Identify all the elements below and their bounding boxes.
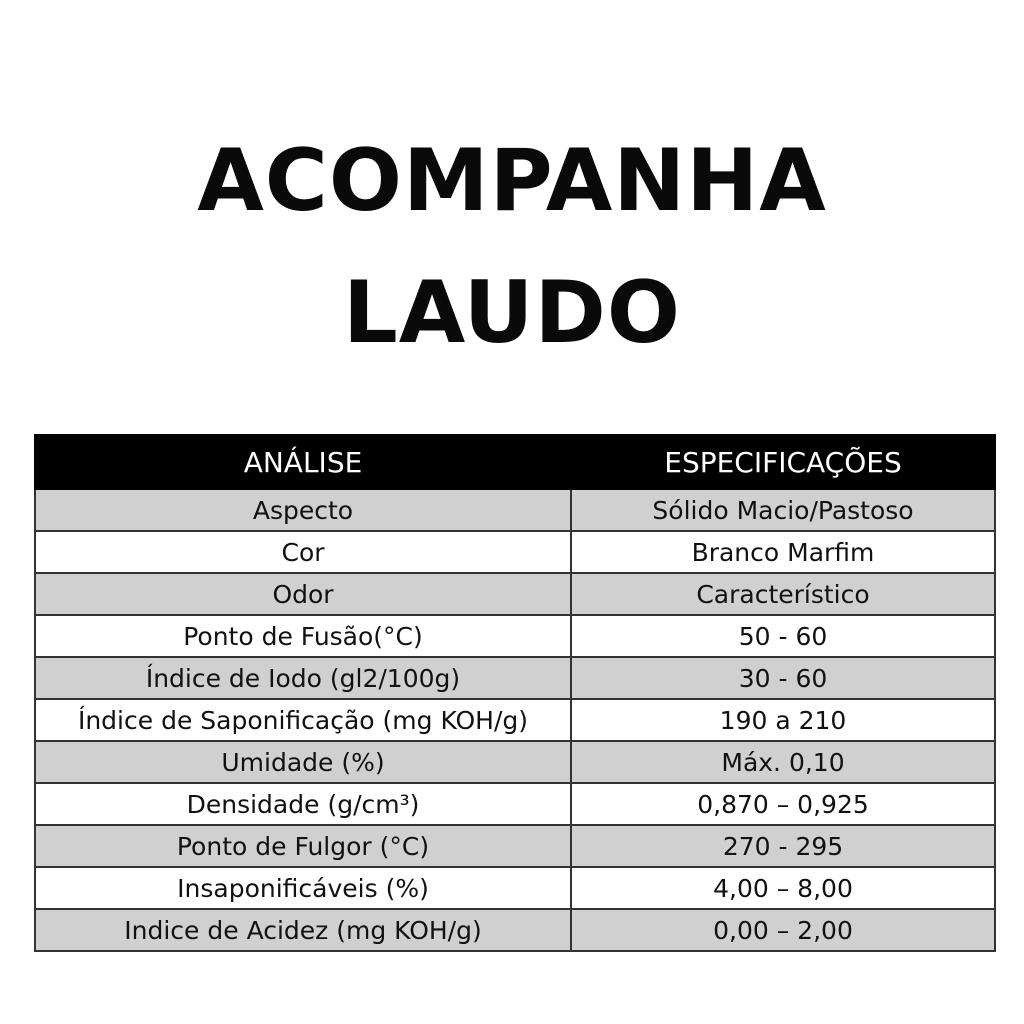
table-row: [35, 615, 995, 657]
table-header-row: [35, 435, 995, 489]
specification-cell: 50 - 60: [571, 615, 995, 657]
specification-cell: Característico: [571, 573, 995, 615]
specification-cell: 4,00 – 8,00: [571, 867, 995, 909]
analysis-cell: Aspecto: [35, 489, 571, 531]
table-row: [35, 741, 995, 783]
specification-cell: 30 - 60: [571, 657, 995, 699]
analysis-cell: Cor: [35, 531, 571, 573]
page-title-line-1: ACOMPANHA: [197, 131, 827, 231]
analysis-cell: Odor: [35, 573, 571, 615]
table-row: [35, 825, 995, 867]
analysis-cell: Umidade (%): [35, 741, 571, 783]
specification-cell: Branco Marfim: [571, 531, 995, 573]
specification-cell: 270 - 295: [571, 825, 995, 867]
specification-cell: Sólido Macio/Pastoso: [571, 489, 995, 531]
analysis-cell: Indice de Acidez (mg KOH/g): [35, 909, 571, 951]
analysis-cell: Índice de Saponificação (mg KOH/g): [35, 699, 571, 741]
specification-cell: 0,00 – 2,00: [571, 909, 995, 951]
analysis-cell: Ponto de Fulgor (°C): [35, 825, 571, 867]
specifications-table: [34, 434, 996, 952]
table-row: [35, 531, 995, 573]
table-row: [35, 867, 995, 909]
table-row: [35, 783, 995, 825]
analysis-cell: Índice de Iodo (gl2/100g): [35, 657, 571, 699]
specification-cell: 0,870 – 0,925: [571, 783, 995, 825]
analysis-cell: Ponto de Fusão(°C): [35, 615, 571, 657]
column-header-especificacoes: ESPECIFICAÇÕES: [571, 435, 995, 489]
analysis-cell: Densidade (g/cm³): [35, 783, 571, 825]
analysis-cell: Insaponificáveis (%): [35, 867, 571, 909]
table-row: [35, 909, 995, 951]
specification-cell: Máx. 0,10: [571, 741, 995, 783]
table-row: [35, 489, 995, 531]
table-row: [35, 699, 995, 741]
specification-cell: 190 a 210: [571, 699, 995, 741]
table-row: [35, 573, 995, 615]
table-row: [35, 657, 995, 699]
page-title-line-2: LAUDO: [342, 263, 682, 363]
column-header-analise: ANÁLISE: [35, 435, 571, 489]
